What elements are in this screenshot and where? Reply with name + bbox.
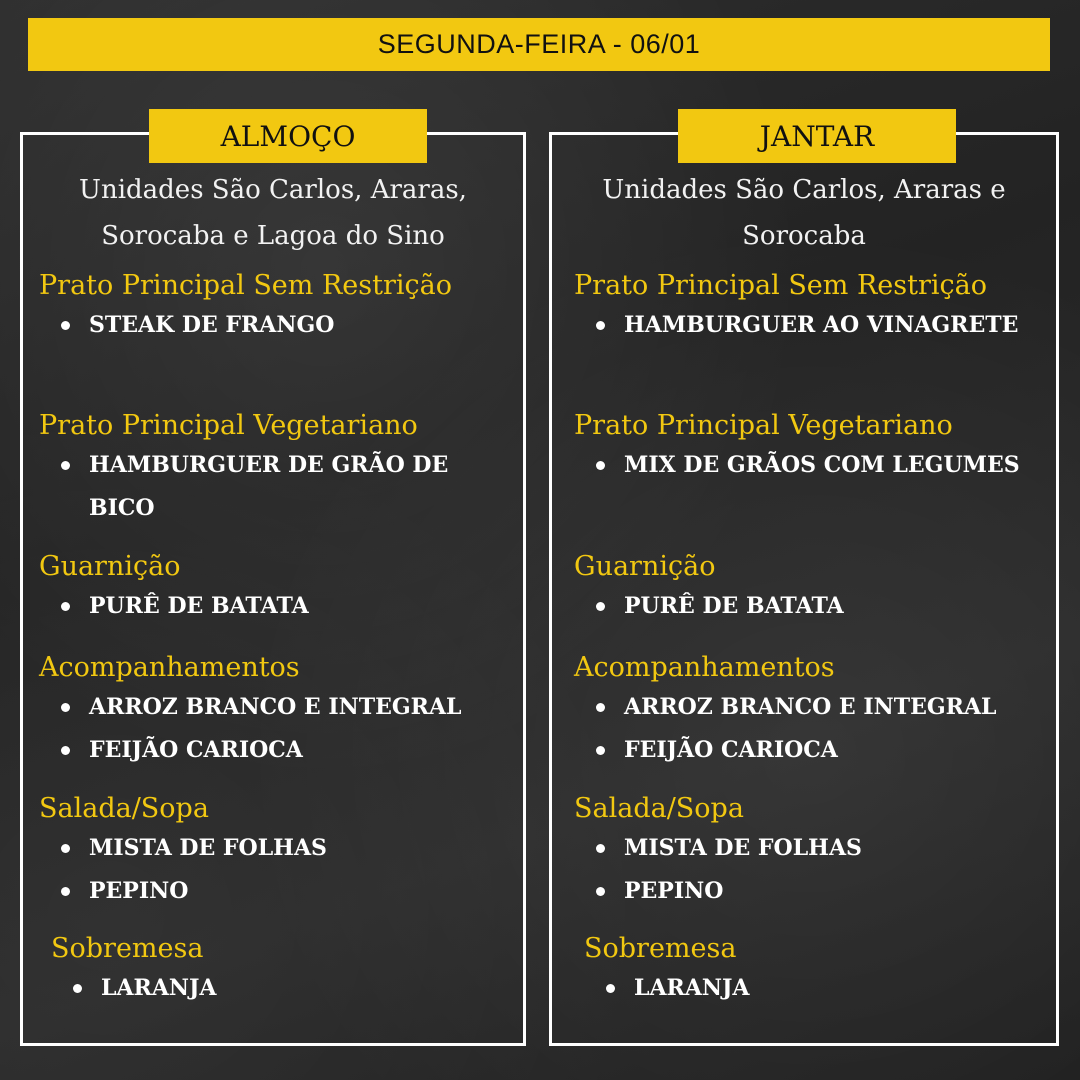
menu-item-text: MISTA DE FOLHAS (624, 835, 862, 861)
page-title: SEGUNDA-FEIRA - 06/01 (28, 18, 1050, 71)
dinner-section-sides (574, 650, 1048, 772)
menu-item (39, 729, 515, 772)
lunch-section-salad (39, 791, 515, 913)
menu-item-text: PEPINO (624, 878, 724, 904)
lunch-panel (20, 119, 526, 1046)
section-title: Salada/Sopa (574, 793, 744, 824)
lunch-section-main (39, 268, 515, 347)
menu-item (574, 870, 1048, 913)
section-title: Prato Principal Vegetariano (574, 410, 953, 441)
section-title: Salada/Sopa (39, 793, 209, 824)
menu-item (39, 585, 515, 628)
bullet-icon (596, 461, 605, 470)
section-title: Guarnição (574, 551, 716, 582)
menu-item (39, 827, 515, 870)
section-title: Sobremesa (51, 933, 204, 964)
menu-item-text: LARANJA (634, 975, 750, 1001)
section-title: Prato Principal Sem Restrição (39, 270, 453, 301)
bullet-icon (596, 602, 605, 611)
dinner-section-garnish (574, 549, 1048, 628)
menu-item (39, 870, 515, 913)
bullet-icon (596, 746, 605, 755)
dinner-section-main (574, 268, 1048, 347)
menu-item (574, 444, 1048, 487)
dinner-section-salad (574, 791, 1048, 913)
bullet-icon (61, 746, 70, 755)
section-title: Guarnição (39, 551, 181, 582)
menu-item-text: ARROZ BRANCO E INTEGRAL (624, 694, 997, 720)
bullet-icon (596, 321, 605, 330)
lunch-tab-label: ALMOÇO (149, 109, 427, 163)
menu-item (39, 686, 515, 729)
menu-item-text: PURÊ DE BATATA (89, 593, 309, 619)
section-title: Acompanhamentos (574, 652, 835, 683)
lunch-section-dessert (51, 931, 515, 1010)
lunch-units: Unidades São Carlos, Araras, Sorocaba e Lagoa do Sino (79, 175, 467, 251)
lunch-section-vegetarian (39, 408, 483, 530)
menu-item-text: PEPINO (89, 878, 189, 904)
menu-item (574, 686, 1048, 729)
menu-item (574, 729, 1048, 772)
menu-item-text: FEIJÃO CARIOCA (89, 737, 303, 763)
lunch-section-garnish (39, 549, 515, 628)
bullet-icon (61, 461, 70, 470)
bullet-icon (606, 984, 615, 993)
dinner-section-dessert (584, 931, 1048, 1010)
menu-item-text: HAMBURGUER AO VINAGRETE (624, 312, 1019, 338)
menu-item-text: FEIJÃO CARIOCA (624, 737, 838, 763)
menu-item (574, 827, 1048, 870)
menu-item-text: HAMBURGUER DE GRÃO DE BICO (89, 452, 449, 521)
dinner-units: Unidades São Carlos, Araras e Sorocaba (602, 175, 1006, 251)
menu-item (574, 585, 1048, 628)
menu-item-text: MIX DE GRÃOS COM LEGUMES (624, 452, 1020, 478)
section-title: Prato Principal Vegetariano (39, 410, 418, 441)
bullet-icon (61, 602, 70, 611)
dinner-section-vegetarian (574, 408, 1048, 487)
bullet-icon (61, 887, 70, 896)
section-title: Acompanhamentos (39, 652, 300, 683)
menu-item-text: ARROZ BRANCO E INTEGRAL (89, 694, 462, 720)
menu-item-text: PURÊ DE BATATA (624, 593, 844, 619)
menu-item-text: MISTA DE FOLHAS (89, 835, 327, 861)
menu-item (51, 967, 515, 1010)
bullet-icon (596, 703, 605, 712)
menu-item (574, 304, 1048, 347)
menu-item (584, 967, 1048, 1010)
bullet-icon (61, 703, 70, 712)
bullet-icon (61, 844, 70, 853)
lunch-section-sides (39, 650, 515, 772)
menu-item (39, 444, 483, 530)
bullet-icon (596, 844, 605, 853)
dinner-tab-label: JANTAR (678, 109, 956, 163)
bullet-icon (596, 887, 605, 896)
bullet-icon (61, 321, 70, 330)
section-title: Prato Principal Sem Restrição (574, 270, 988, 301)
menu-item-text: STEAK DE FRANGO (89, 312, 335, 338)
section-title: Sobremesa (584, 933, 737, 964)
bullet-icon (73, 984, 82, 993)
menu-item-text: LARANJA (101, 975, 217, 1001)
menu-item (39, 304, 515, 347)
dinner-panel (549, 119, 1059, 1046)
